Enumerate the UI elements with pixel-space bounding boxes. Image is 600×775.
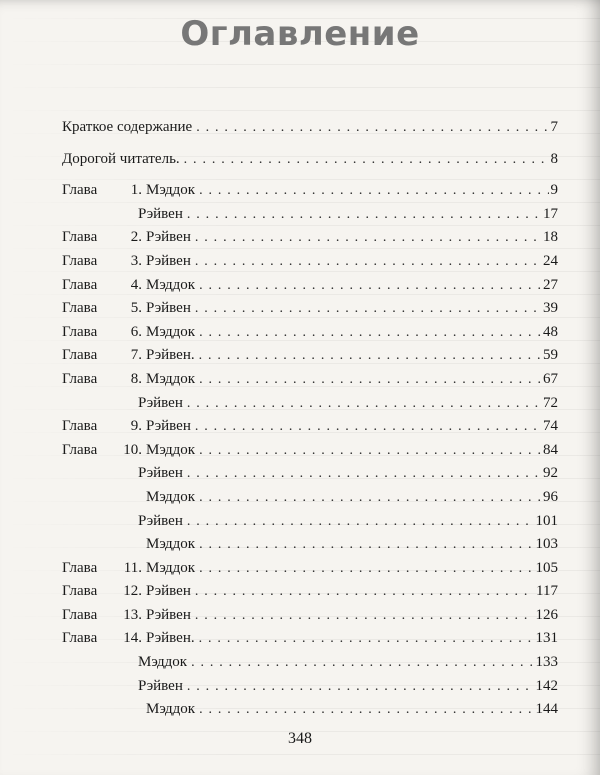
toc-page-number: 133 <box>535 654 558 671</box>
chapter-number: 11. <box>123 559 142 576</box>
chapter-word: Глава <box>62 583 98 600</box>
chapter-pov: Рэйвен <box>146 229 191 246</box>
dot-leader <box>191 651 533 675</box>
dot-leader <box>199 557 533 581</box>
chapter-pov: Мэддок <box>138 654 188 671</box>
dot-leader <box>199 368 541 392</box>
chapter-pov: Рэйвен <box>138 205 183 222</box>
toc-page-number: 103 <box>535 536 558 553</box>
toc-entry-label: Краткое содержание <box>62 119 193 135</box>
page-title: Оглавление <box>180 14 420 54</box>
toc-subentry <box>62 651 558 675</box>
chapter-word: Глава <box>62 606 98 623</box>
toc-chapter-9 <box>62 415 558 439</box>
toc-subentry <box>62 698 558 722</box>
chapter-pov: Рэйвен <box>138 512 183 529</box>
toc-entry-summary <box>62 116 558 140</box>
toc-page-number: 105 <box>535 559 558 576</box>
chapter-word: Глава <box>62 252 98 269</box>
toc-page-number: 84 <box>543 441 558 458</box>
dot-leader <box>196 116 548 140</box>
chapter-word: Глава <box>62 559 98 576</box>
dot-leader <box>195 250 541 274</box>
toc-chapter-7 <box>62 344 558 368</box>
dot-leader <box>199 344 541 368</box>
dot-leader <box>195 226 541 250</box>
toc-subentry <box>62 392 558 416</box>
toc-page-number: 67 <box>543 370 558 387</box>
table-of-contents <box>62 116 558 722</box>
chapter-number: 6. <box>130 323 142 340</box>
toc-subentry <box>62 675 558 699</box>
chapter-pov: Рэйвен. <box>146 347 195 364</box>
chapter-pov: Мэддок <box>146 441 196 458</box>
dot-leader <box>199 439 541 463</box>
dot-leader <box>187 510 534 534</box>
chapter-word: Глава <box>62 229 98 246</box>
toc-page-number: 144 <box>535 701 558 718</box>
chapter-word: Глава <box>62 323 98 340</box>
dot-leader <box>195 297 541 321</box>
chapter-number: 10. <box>123 441 142 458</box>
toc-page-number: 24 <box>543 252 558 269</box>
toc-page-number: 18 <box>543 229 558 246</box>
toc-entry-dear-reader <box>62 148 558 172</box>
chapter-pov: Мэддок <box>146 276 196 293</box>
toc-subentry <box>62 203 558 227</box>
dot-leader <box>195 580 534 604</box>
chapter-pov: Мэддок <box>146 536 196 553</box>
chapter-pov: Рэйвен <box>138 465 183 482</box>
chapter-word: Глава <box>62 630 98 647</box>
dot-leader <box>199 274 541 298</box>
chapter-number: 2. <box>130 229 142 246</box>
chapter-pov: Рэйвен <box>146 583 191 600</box>
toc-subentry <box>62 486 558 510</box>
toc-chapter-4 <box>62 274 558 298</box>
dot-leader <box>187 392 541 416</box>
dot-leader <box>195 604 534 628</box>
chapter-number: 4. <box>130 276 142 293</box>
chapter-word: Глава <box>62 370 98 387</box>
chapter-pov: Рэйвен <box>146 418 191 435</box>
page-number-folio: 348 <box>288 730 312 747</box>
dot-leader <box>199 179 548 203</box>
chapter-word: Глава <box>62 441 98 458</box>
dot-leader <box>195 415 541 439</box>
toc-page-number: 8 <box>550 150 558 167</box>
chapter-pov: Мэддок <box>146 182 196 199</box>
toc-chapter-1 <box>62 179 558 203</box>
toc-page-number: 126 <box>535 606 558 623</box>
chapter-word: Глава <box>62 182 98 199</box>
toc-page-number: 27 <box>543 276 558 293</box>
toc-subentry <box>62 510 558 534</box>
dot-leader <box>184 148 549 172</box>
dot-leader <box>199 486 541 510</box>
chapter-number: 7. <box>130 347 142 364</box>
toc-chapter-10 <box>62 439 558 463</box>
toc-chapter-5 <box>62 297 558 321</box>
toc-page-number: 48 <box>543 323 558 340</box>
chapter-word: Глава <box>62 347 98 364</box>
chapter-word: Глава <box>62 418 98 435</box>
chapter-number: 13. <box>123 606 142 623</box>
toc-subentry <box>62 533 558 557</box>
toc-page-number: 74 <box>543 418 558 435</box>
chapter-pov: Мэддок <box>146 559 196 576</box>
toc-page-number: 7 <box>550 119 558 135</box>
chapter-number: 12. <box>123 583 142 600</box>
toc-page-number: 92 <box>543 465 558 482</box>
toc-page-number: 101 <box>535 512 558 529</box>
dot-leader <box>187 675 534 699</box>
chapter-pov: Мэддок <box>146 701 196 718</box>
chapter-pov: Рэйвен <box>138 677 183 694</box>
chapter-word: Глава <box>62 276 98 293</box>
toc-entry-label: Дорогой читатель. <box>62 150 180 167</box>
toc-chapter-14 <box>62 627 558 651</box>
chapter-pov: Рэйвен <box>146 300 191 317</box>
chapter-pov: Рэйвен. <box>146 630 195 647</box>
chapter-word: Глава <box>62 300 98 317</box>
chapter-number: 5. <box>130 300 142 317</box>
chapter-pov: Мэддок <box>146 488 196 505</box>
toc-page-number: 117 <box>536 583 558 600</box>
chapter-pov: Мэддок <box>146 370 196 387</box>
chapter-pov: Рэйвен <box>146 252 191 269</box>
toc-page-number: 142 <box>535 677 558 694</box>
chapter-number: 14. <box>123 630 142 647</box>
toc-page-number: 9 <box>550 182 558 199</box>
chapter-pov: Рэйвен <box>146 606 191 623</box>
toc-chapter-11 <box>62 557 558 581</box>
toc-page-number: 17 <box>543 205 558 222</box>
dot-leader <box>199 533 533 557</box>
toc-chapter-13 <box>62 604 558 628</box>
toc-page-number: 96 <box>543 488 558 505</box>
chapter-pov: Мэддок <box>146 323 196 340</box>
chapter-number: 9. <box>130 418 142 435</box>
toc-chapter-6 <box>62 321 558 345</box>
dot-leader <box>199 698 533 722</box>
toc-page-number: 72 <box>543 394 558 411</box>
dot-leader <box>187 203 541 227</box>
dot-leader <box>187 462 541 486</box>
toc-page-number: 59 <box>543 347 558 364</box>
toc-chapter-2 <box>62 226 558 250</box>
toc-chapter-8 <box>62 368 558 392</box>
chapter-number: 1. <box>130 182 142 199</box>
toc-subentry <box>62 462 558 486</box>
dot-leader <box>199 321 541 345</box>
toc-chapter-12 <box>62 580 558 604</box>
chapter-number: 3. <box>130 252 142 269</box>
dot-leader <box>199 627 534 651</box>
toc-page-number: 39 <box>543 300 558 317</box>
toc-chapter-3 <box>62 250 558 274</box>
toc-page-number: 131 <box>535 630 558 647</box>
chapter-pov: Рэйвен <box>138 394 183 411</box>
chapter-number: 8. <box>130 370 142 387</box>
